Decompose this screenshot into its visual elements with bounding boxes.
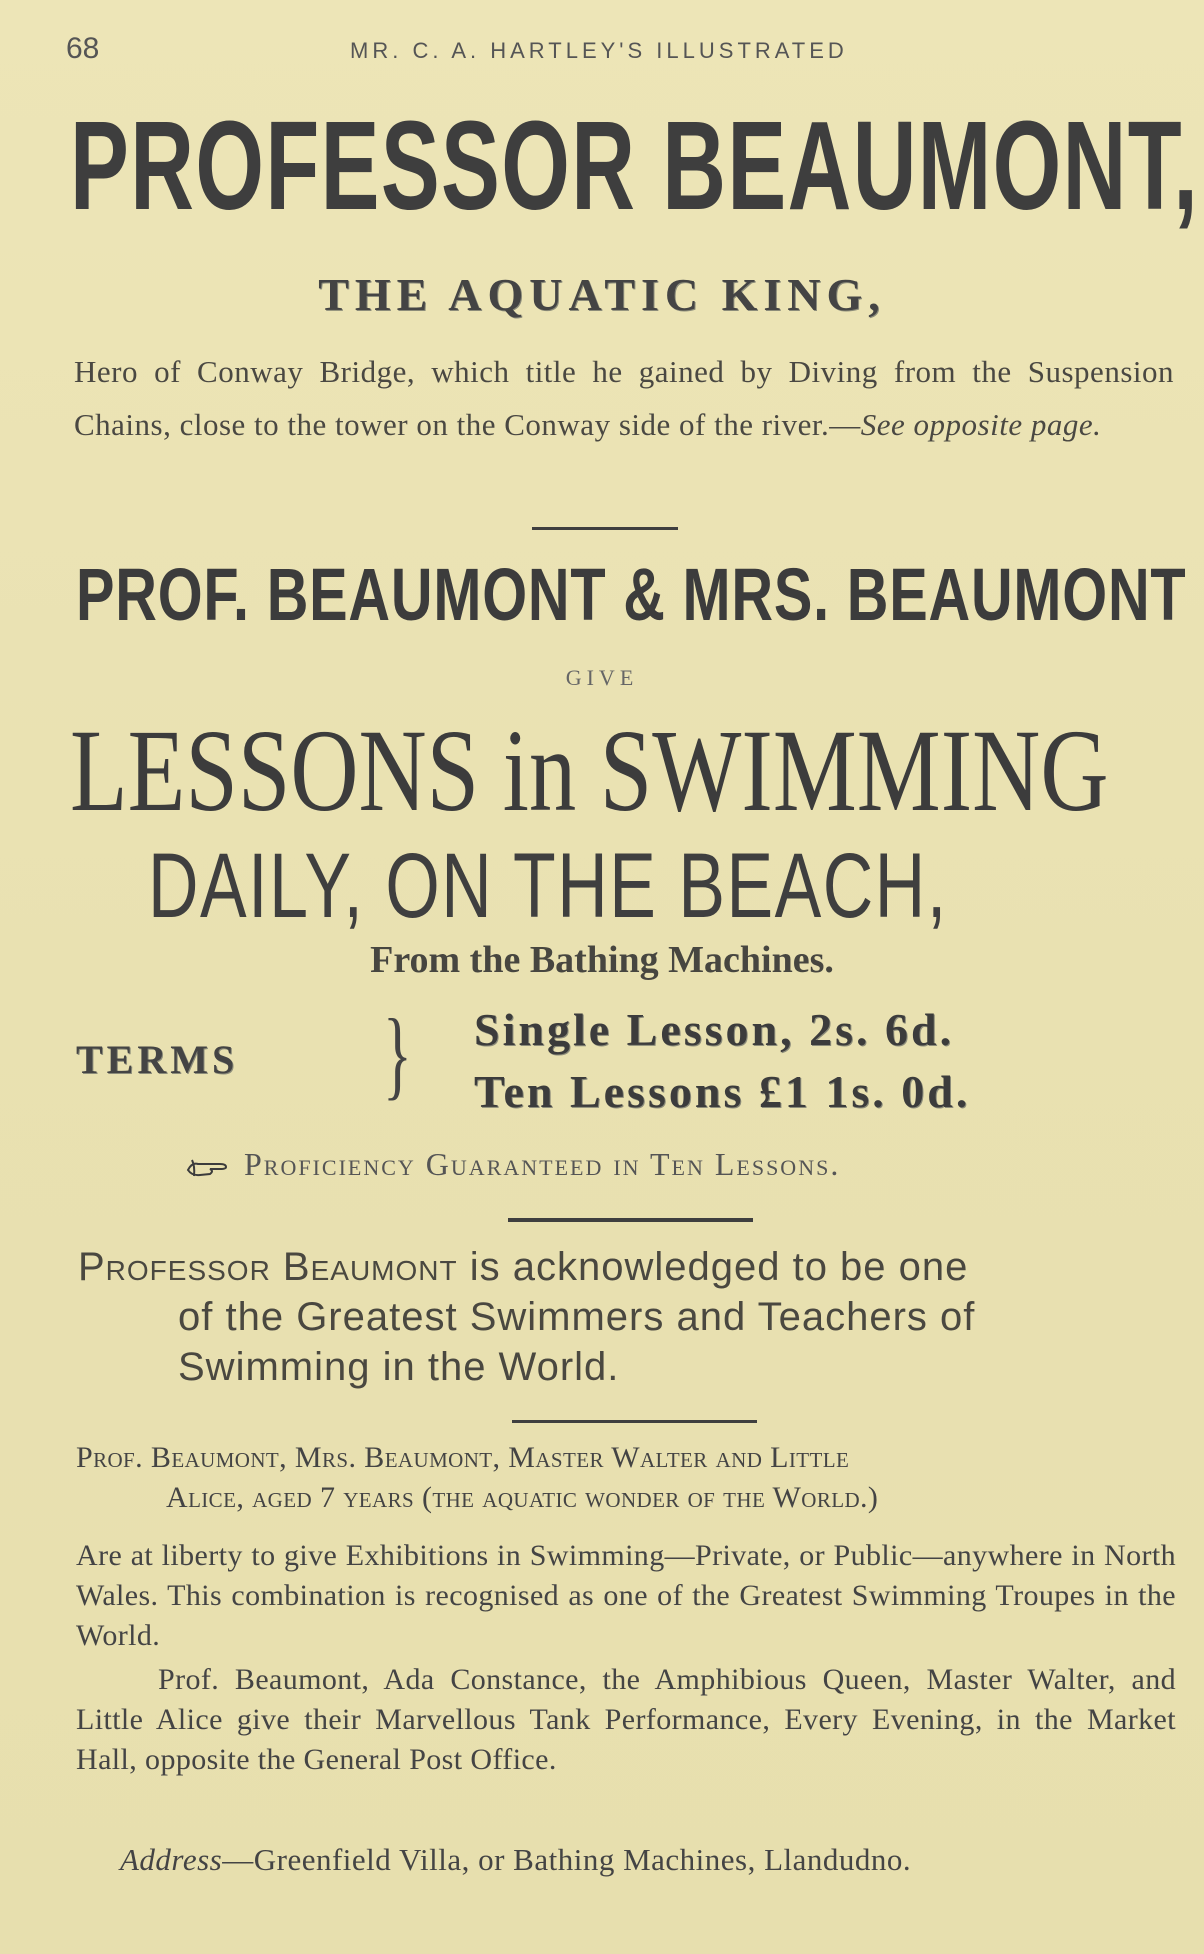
troupe-line1: Prof. Beaumont, Mrs. Beaumont, Master Walter and Little	[76, 1441, 850, 1474]
advert-title: PROFESSOR BEAUMONT,	[70, 95, 1200, 236]
acknowledged-lead: Professor Beaumont	[78, 1245, 458, 1289]
troupe-line2: Alice, aged 7 years (the aquatic wonder of the World.)	[166, 1481, 879, 1514]
hero-reference: See opposite page.	[860, 407, 1102, 442]
pointing-hand-icon	[186, 1156, 230, 1180]
advert-subtitle: THE AQUATIC KING,	[318, 269, 886, 320]
from-machines-line: From the Bathing Machines.	[370, 939, 834, 981]
divider-rule	[532, 527, 678, 530]
address-text: —Greenfield Villa, or Bathing Machines, Llandudno.	[222, 1842, 912, 1877]
page-number: 68	[66, 32, 100, 65]
hero-text: Hero of Conway Bridge, which title he gained by Diving from the Suspension Chains, close to the tower on the Conway side of the river.—	[74, 354, 1174, 442]
acknowledged-line2: of the Greatest Swimmers and Teachers of	[178, 1295, 976, 1339]
terms-label: TERMS	[76, 1037, 239, 1082]
terms-brace: }	[383, 998, 412, 1109]
acknowledged-line1: is acknowledged to be one	[457, 1245, 969, 1289]
hero-paragraph	[74, 345, 1174, 451]
daily-heading: DAILY, ON THE BEACH,	[148, 835, 948, 937]
guarantee-text: Proficiency Guaranteed in Ten Lessons.	[244, 1146, 841, 1182]
address-label: Address	[120, 1842, 223, 1877]
divider-rule	[512, 1420, 757, 1423]
troupe-paragraph	[76, 1438, 1176, 1518]
tank-paragraph: Prof. Beaumont, Ada Constance, the Amphibious Queen, Master Walter, and Little Alice give their Marvellous Tank Performance, Every Evening, in the Market Hall, opposite the General Post Office.	[76, 1663, 1176, 1776]
exhibitions-paragraph: Are at liberty to give Exhibitions in Swimming—Private, or Public—anywhere in North Wales. This combination is recognised as one of the Greatest Swimming Troupes in the World.	[76, 1539, 1176, 1652]
acknowledged-paragraph	[78, 1242, 1178, 1392]
term-single-lesson: Single Lesson, 2s. 6d.	[474, 1004, 955, 1055]
divider-rule	[508, 1218, 753, 1222]
acknowledged-line3: Swimming in the World.	[178, 1345, 620, 1389]
lessons-givers-heading: PROF. BEAUMONT & MRS. BEAUMONT	[76, 553, 1187, 636]
term-ten-lessons: Ten Lessons £1 1s. 0d.	[474, 1066, 971, 1117]
guarantee-line	[186, 1146, 840, 1183]
give-label: GIVE	[565, 665, 639, 690]
running-head: MR. C. A. HARTLEY'S ILLUSTRATED	[350, 38, 848, 63]
lessons-heading: LESSONS in SWIMMING	[70, 705, 1109, 836]
address-line	[120, 1842, 911, 1878]
